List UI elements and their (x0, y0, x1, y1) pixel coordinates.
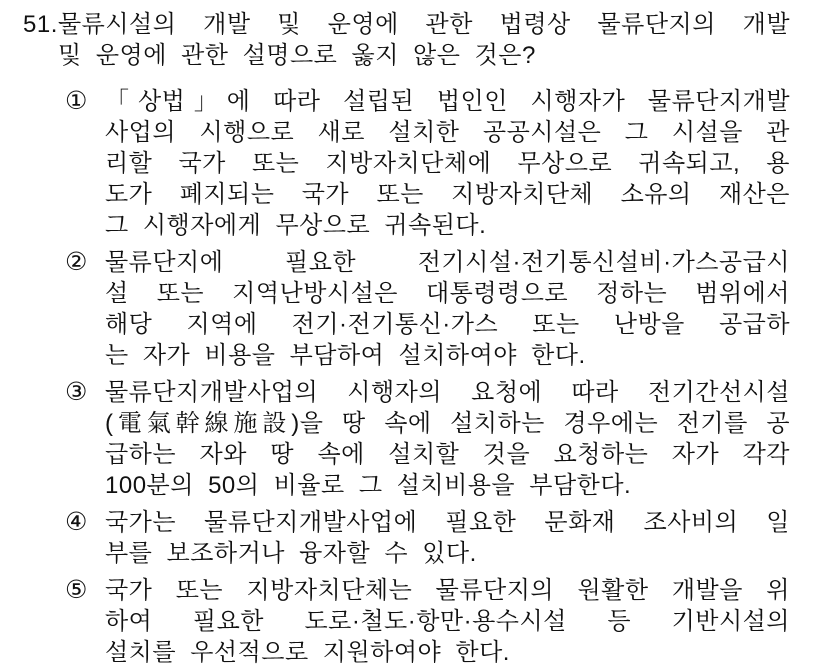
choice-line: 도가 폐지되는 국가 또는 지방자치단체 소유의 재산은 (105, 181, 790, 208)
choice-line: 설치를 우선적으로 지원하여야 한다. (105, 639, 510, 666)
choice-line: 100분의 50의 비율로 그 설치비용을 부담한다. (105, 472, 632, 499)
choice-4-text (105, 507, 790, 569)
choice-line: 해당 지역에 전기·전기통신·가스 또는 난방을 공급하 (105, 311, 790, 338)
choice-line: 급하는 자와 땅 속에 설치할 것을 요청하는 자가 각각 (105, 441, 790, 468)
choice-2-text (105, 247, 790, 371)
choice-line: 그 시행자에게 무상으로 귀속된다. (105, 212, 487, 239)
choice-line: 부를 보조하거나 융자할 수 있다. (105, 540, 477, 567)
choice-1-text (105, 86, 790, 241)
question-text (58, 9, 790, 71)
choice-3 (65, 377, 790, 501)
choice-3-marker: ③ (65, 378, 88, 406)
choice-1-marker: ① (65, 87, 88, 115)
choice-5-marker: ⑤ (65, 576, 88, 604)
question-51 (23, 9, 790, 71)
choice-2-marker: ② (65, 248, 88, 276)
question-line: 물류시설의 개발 및 운영에 관한 법령상 물류단지의 개발 (58, 11, 790, 38)
choice-4-marker: ④ (65, 508, 88, 536)
choice-line: 설 또는 지역난방시설은 대통령령으로 정하는 범위에서 (105, 280, 790, 307)
choice-line: 국가 또는 지방자치단체는 물류단지의 원활한 개발을 위 (105, 577, 790, 604)
choice-1 (65, 86, 790, 241)
question-number: 51. (23, 11, 58, 38)
choice-2 (65, 247, 790, 371)
choice-line: (電氣幹線施設)을 땅 속에 설치하는 경우에는 전기를 공 (105, 410, 790, 437)
choice-line: 「상법」에 따라 설립된 법인인 시행자가 물류단지개발 (105, 88, 790, 115)
choice-3-text (105, 377, 790, 501)
choice-list (23, 86, 790, 668)
question-line: 및 운영에 관한 설명으로 옳지 않은 것은? (58, 42, 536, 69)
choice-line: 물류단지개발사업의 시행자의 요청에 따라 전기간선시설 (105, 379, 790, 406)
choice-line: 는 자가 비용을 부담하여 설치하여야 한다. (105, 342, 586, 369)
choice-4 (65, 507, 790, 569)
choice-5-text (105, 575, 790, 668)
choice-line: 국가는 물류단지개발사업에 필요한 문화재 조사비의 일 (105, 509, 790, 536)
choice-5 (65, 575, 790, 668)
choice-line: 리할 국가 또는 지방자치단체에 무상으로 귀속되고, 용 (105, 150, 790, 177)
choice-line: 하여 필요한 도로·철도·항만·용수시설 등 기반시설의 (105, 608, 790, 635)
choice-line: 물류단지에 필요한 전기시설·전기통신설비·가스공급시 (105, 249, 790, 276)
choice-line: 사업의 시행으로 새로 설치한 공공시설은 그 시설을 관 (105, 119, 790, 146)
